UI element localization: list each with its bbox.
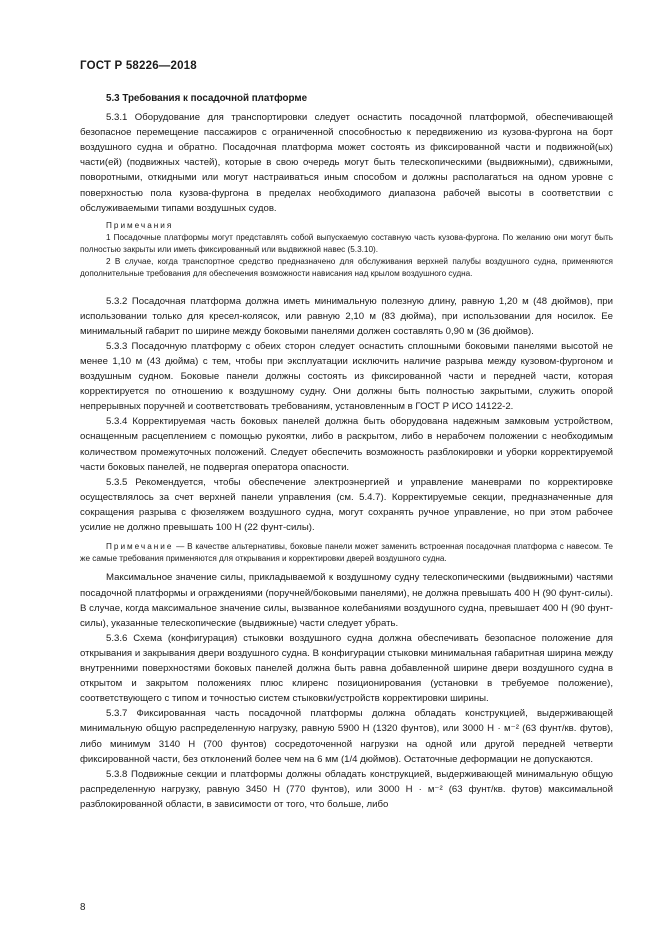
page-number: 8 — [80, 902, 86, 913]
paragraph-5-3-7: 5.3.7 Фиксированная часть посадочной платформы должна обладать конструкцией, выдерживающей минимальную общую распределенную нагрузку, равную 5900 Н (1320 фунтов), или 3000 Н · м⁻² (63 фунт/кв. футов), либо минимум 3140 Н (700 фунтов) сосредоточенной нагрузки на одной или другой передней четверти фиксированной части, без отклонений более чем на 6 мм (1/4 дюймов). Остаточные деформации не допускаются. — [80, 708, 613, 765]
notes-heading: Примечания — [106, 220, 174, 230]
paragraph-5-3-6: 5.3.6 Схема (конфигурация) стыковки воздушного судна должна обеспечивать безопасное положение для открывания и закрывания двери воздушного судна. В конфигурации стыковки минимальная габаритная ширина между внутренними поверхностями боковых панелей должна быть равна добавленной ширине двери воздушного судна в открытом и закрытом положениях плюс клиренс позиционирования (установки в требуемое положение), соответствующего с типом и точностью систем стыковки/устройств корректировки ширины. — [80, 632, 613, 705]
paragraph-5-3-1: 5.3.1 Оборудование для транспортировки следует оснастить посадочной платформой, обеспечивающей безопасное перемещение пассажиров с ограниченной способностью к передвижению из кузова-фургона на борт воздушного судна и обратно. Посадочная платформа может состоять из фиксированной части и подвижной(ых) части(ей) (подвижных частей), которые в свою очередь могут быть телескопическими (выдвижными), сдвижными, поворотными, откидными или могут настраиваться иным способом и должны располагаться на одном уровне с поверхностью пола кузова-фургона в пределах необходимого диапазона рабочей высоты в соответствии с обслуживаемыми типами воздушных судов. — [80, 112, 613, 214]
paragraph-5-3-8: 5.3.8 Подвижные секции и платформы должны обладать конструкцией, выдерживающей минимальную общую распределенную нагрузку, равную 3450 Н (770 фунтов), или 3000 Н · м⁻² (63 фунт/кв. футов) максимальной разблокированной области, в зависимости от того, что больше, либо — [80, 768, 613, 810]
paragraph-5-3-5: 5.3.5 Рекомендуется, чтобы обеспечение электроэнергией и управление маневрами по корректировке осуществлялось за счет верхней панели управления (см. 5.4.7). Корректируемые секции, предназначенные для сокращения разрыва с фюзеляжем воздушного судна, могут сохранять ручное управление, но при этом рабочее усилие не должно превышать 100 Н (22 фунт-силы). — [80, 476, 613, 533]
note-inline-text: — В качестве альтернативы, боковые панели может заменить встроенная посадочная платформа с навесом. Те же самые требования применяются для открывания и корректировки дверей воздушного судна. — [80, 542, 613, 564]
paragraph-max-force: Максимальное значение силы, прикладываемой к воздушному судну телескопическими (выдвижными) частями посадочной платформы и ограждениями (поручней/боковыми панелями), не должна превышать 400 Н (90 фунт-силы). В случае, когда максимальное значение силы, вызванное колебаниями воздушного судна, превышает 400 Н (90 фунт-силы), указанные телескопические (выдвижные) части следует убрать. — [80, 572, 613, 629]
document-header: ГОСТ Р 58226—2018 — [80, 60, 197, 72]
paragraph-5-3-4: 5.3.4 Корректируемая часть боковых панелей должна быть оборудована надежным замковым устройством, оснащенным расцеплением с помощью рукоятки, либо в раскрытом, либо в нерабочем положении с необходимым количеством промежуточных положений. Следует обеспечить возможность разблокировки и уборки корректируемой части боковых панелей, не подвергая оператора опасности. — [80, 416, 613, 473]
note-item-1: 1 Посадочные платформы могут представлять собой выпускаемую составную часть кузова-фургона. По желанию они могут быть полностью закрыты или иметь фиксированный или выдвижной навес (5.3.10). — [80, 232, 613, 254]
document-body — [80, 91, 613, 812]
section-title: 5.3 Требования к посадочной платформе — [106, 93, 308, 104]
note-inline — [80, 541, 613, 565]
note-inline-label: Примечание — [106, 542, 174, 552]
paragraph-5-3-2: 5.3.2 Посадочная платформа должна иметь минимальную полезную длину, равную 1,20 м (48 дюймов), при использовании только для кресел-колясок, или равную 2,10 м (83 дюйма), при использовании для носилок. Ее минимальный габарит по ширине между боковыми панелями должен составлять 0,90 м (36 дюймов). — [80, 295, 613, 337]
note-item-2: 2 В случае, когда транспортное средство предназначено для обслуживания верхней палубы воздушного судна, применяются дополнительные требования для обеспечения возможности нависания над крылом воздушного судна. — [80, 257, 613, 279]
paragraph-5-3-3: 5.3.3 Посадочную платформу с обеих сторон следует оснастить сплошными боковыми панелями высотой не менее 1,10 м (43 дюйма) с тем, чтобы при эксплуатации исключить наличие разрыва между кузовом-фургоном и воздушным судном. Боковые панели должны состоять из фиксированной части и передней части, которая корректируется по отношению к воздушному судну. Они должны быть полностью закрытыми, служить опорой непрерывных поручней и соответствовать требованиям, установленным в ГОСТ Р ИСО 14122-2. — [80, 340, 613, 413]
